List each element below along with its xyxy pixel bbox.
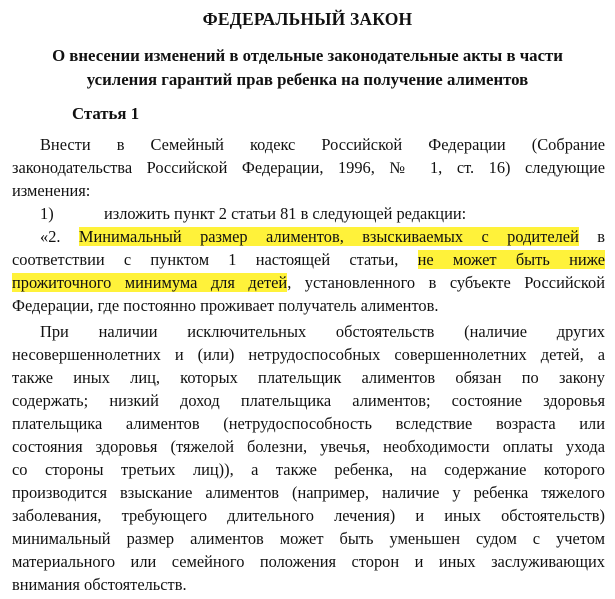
law-subtitle bbox=[0, 44, 615, 91]
quote-text: , установленного в субъекте Российской bbox=[287, 273, 605, 292]
paragraph-line: производится взыскание алиментов (например, наличие у ребенка тяжелого bbox=[12, 483, 605, 502]
list-item-number: 1) bbox=[40, 204, 54, 223]
highlighted-text: прожиточного минимума для детей bbox=[12, 273, 288, 292]
quote-text: соответствии с пунктом 1 настоящей статьи, bbox=[12, 250, 418, 269]
article-heading: Статья 1 bbox=[72, 104, 140, 123]
intro-line: Внести в Семейный кодекс Российской Федерации (Собрание bbox=[40, 135, 605, 154]
subtitle-line: О внесении изменений в отдельные законодательные акты в части bbox=[52, 46, 563, 65]
paragraph-line: со стороны третьих лиц)), а также ребенка, на содержание которого bbox=[12, 460, 605, 479]
paragraph-line: При наличии исключительных обстоятельств (наличие других bbox=[40, 322, 605, 341]
paragraph-line: состояния здоровья (тяжелой болезни, увечья, необходимости оплаты ухода bbox=[12, 437, 605, 456]
quote-line bbox=[40, 225, 605, 249]
quote-line bbox=[12, 271, 605, 295]
quote-line bbox=[12, 248, 605, 272]
paragraph-line: минимальный размер алиментов может быть уменьшен судом с учетом bbox=[12, 529, 605, 548]
paragraph-line: внимания обстоятельств. bbox=[12, 575, 187, 594]
quote-suffix: в bbox=[578, 227, 605, 246]
list-item-text: изложить пункт 2 статьи 81 в следующей редакции: bbox=[104, 204, 467, 223]
paragraph-line: также иных лиц, которых плательщик алиментов обязан по закону bbox=[12, 368, 605, 387]
intro-line: законодательства Российской Федерации, 1996, № 1, ст. 16) следующие bbox=[12, 158, 605, 177]
paragraph-line: содержать; низкий доход плательщика алиментов; состояние здоровья bbox=[12, 391, 605, 410]
quote-line: Федерации, где постоянно проживает получатель алиментов. bbox=[12, 296, 439, 315]
highlighted-text: не может быть ниже bbox=[417, 250, 605, 269]
paragraph-line: материального или семейного положения сторон и иных заслуживающих bbox=[12, 552, 605, 571]
highlighted-text: Минимальный размер алиментов, взыскиваемых с родителей bbox=[78, 227, 579, 246]
subtitle-line: усиления гарантий прав ребенка на получение алиментов bbox=[86, 69, 529, 89]
intro-line: изменения: bbox=[12, 181, 91, 200]
quote-prefix: «2. bbox=[40, 227, 79, 246]
law-title: ФЕДЕРАЛЬНЫЙ ЗАКОН bbox=[202, 9, 413, 29]
paragraph-line: плательщика алиментов (нетрудоспособность вследствие возраста или bbox=[12, 414, 605, 433]
paragraph-line: несовершеннолетних и (или) нетрудоспособных совершеннолетних детей, а bbox=[12, 345, 605, 364]
paragraph-line: заболевания, требующего длительного лечения) и иных обстоятельств) bbox=[12, 506, 605, 525]
